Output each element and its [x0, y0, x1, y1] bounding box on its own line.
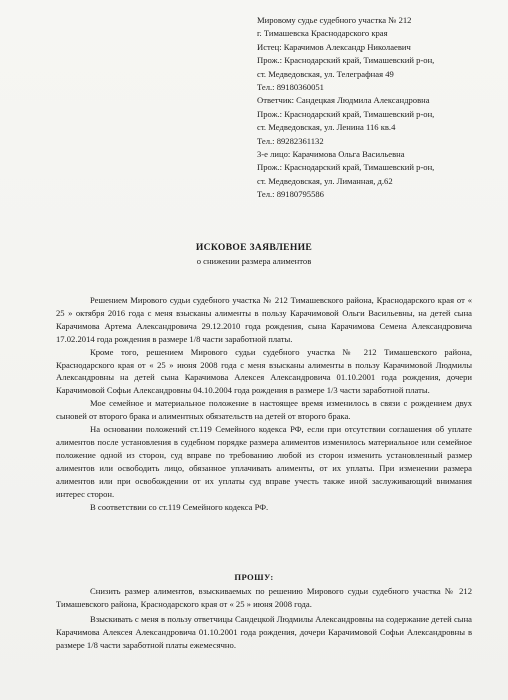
document-title: ИСКОВОЕ ЗАЯВЛЕНИЕ: [195, 242, 313, 253]
header-line: ст. Медведовская, ул. Ленина 116 кв.4: [257, 122, 396, 133]
header-line: Ответчик: Сандецкая Людмила Александровна: [257, 95, 430, 106]
header-line: ст. Медведовская, ул. Телеграфная 49: [257, 68, 394, 79]
header-line: 3-е лицо: Карачимова Ольга Васильевна: [257, 149, 405, 160]
header-line: Прож.: Краснодарский край, Тимашевский р-он,: [257, 108, 435, 119]
header-line: Прож.: Краснодарский край, Тимашевский р-он,: [257, 162, 435, 173]
header-line: Тел.: 89282361132: [257, 135, 324, 146]
header-line: Тел.: 89180795586: [257, 189, 324, 200]
body-paragraph: Решением Мирового судьи судебного участка № 212 Тимашевского района, Краснодарского края от « 25 » октября 2016 года с меня взысканы алименты в пользу Карачимовой Ольги Васильевны, на детей сына Карачимова Артема Александровича 29.12.2010 года рождения, сына Карачимова Семена Александровича 17.02.2014 года рождения в размере 1/8 части заработной платы.: [56, 295, 472, 344]
request-body: [56, 585, 472, 652]
header-line: Прож.: Краснодарский край, Тимашевский р-он,: [257, 55, 435, 66]
header-line: Мировому судье судебного участка № 212: [257, 15, 412, 25]
body-paragraph: Мое семейное и материальное положение в настоящее время изменилось в связи с рождением двух сыновей от второго брака и алиментных обязательств на детей от второго брака.: [56, 398, 472, 422]
addressee-block: [257, 14, 502, 202]
request-paragraph: Взыскивать с меня в пользу ответчицы Сандецкой Людмилы Александровны на содержание детей сына Карачимова Алексея Александровича 01.10.2001 года рождения, дочери Карачимовой Софьи Александровны в размере 1/8 части заработной платы ежемесячно.: [56, 613, 472, 650]
request-heading: ПРОШУ:: [234, 572, 274, 582]
statement-body: [56, 294, 472, 513]
document-subtitle: о снижении размера алиментов: [196, 256, 312, 266]
header-line: Тел.: 89180360051: [257, 82, 324, 93]
header-line: Истец: Карачимов Александр Николаевич: [257, 41, 411, 52]
body-paragraph: В соответствии со ст.119 Семейного кодекса РФ.: [90, 501, 269, 512]
header-line: г. Тимашевска Краснодарского края: [257, 28, 388, 39]
header-line: ст. Медведовская, ул. Лиманная, д.62: [257, 175, 393, 186]
request-paragraph: Снизить размер алиментов, взыскиваемых по решению Мирового судьи судебного участка № 212 Тимашевского района, Краснодарского края от « 25 » июня 2008 года.: [56, 586, 472, 609]
body-paragraph: Кроме того, решением Мирового судьи судебного участка № 212 Тимашевского района, Краснодарского края от « 25 » июня 2008 года с меня взысканы алименты в пользу Карачимовой Людмилы Александровны на детей сына Карачимова Алексея Александровича 01.10.2001 года рождения, дочери Карачимовой Софьи Александровны 04.10.2004 года рождения в размере 1/3 части заработной платы.: [56, 346, 472, 396]
body-paragraph: На основании положений ст.119 Семейного кодекса РФ, если при отсутствии соглашения об уплате алиментов после установления в судебном порядке размера алиментов изменилось материальное или семейное положение одной из сторон, суд вправе по требованию любой из сторон изменить установленный размер алиментов или освободить лицо, обязанное уплачивать алименты, от их уплаты. При изменении размера алиментов или при освобождении от их уплаты суд вправе учесть также иной заслуживающий внимания интерес сторон.: [56, 424, 472, 499]
